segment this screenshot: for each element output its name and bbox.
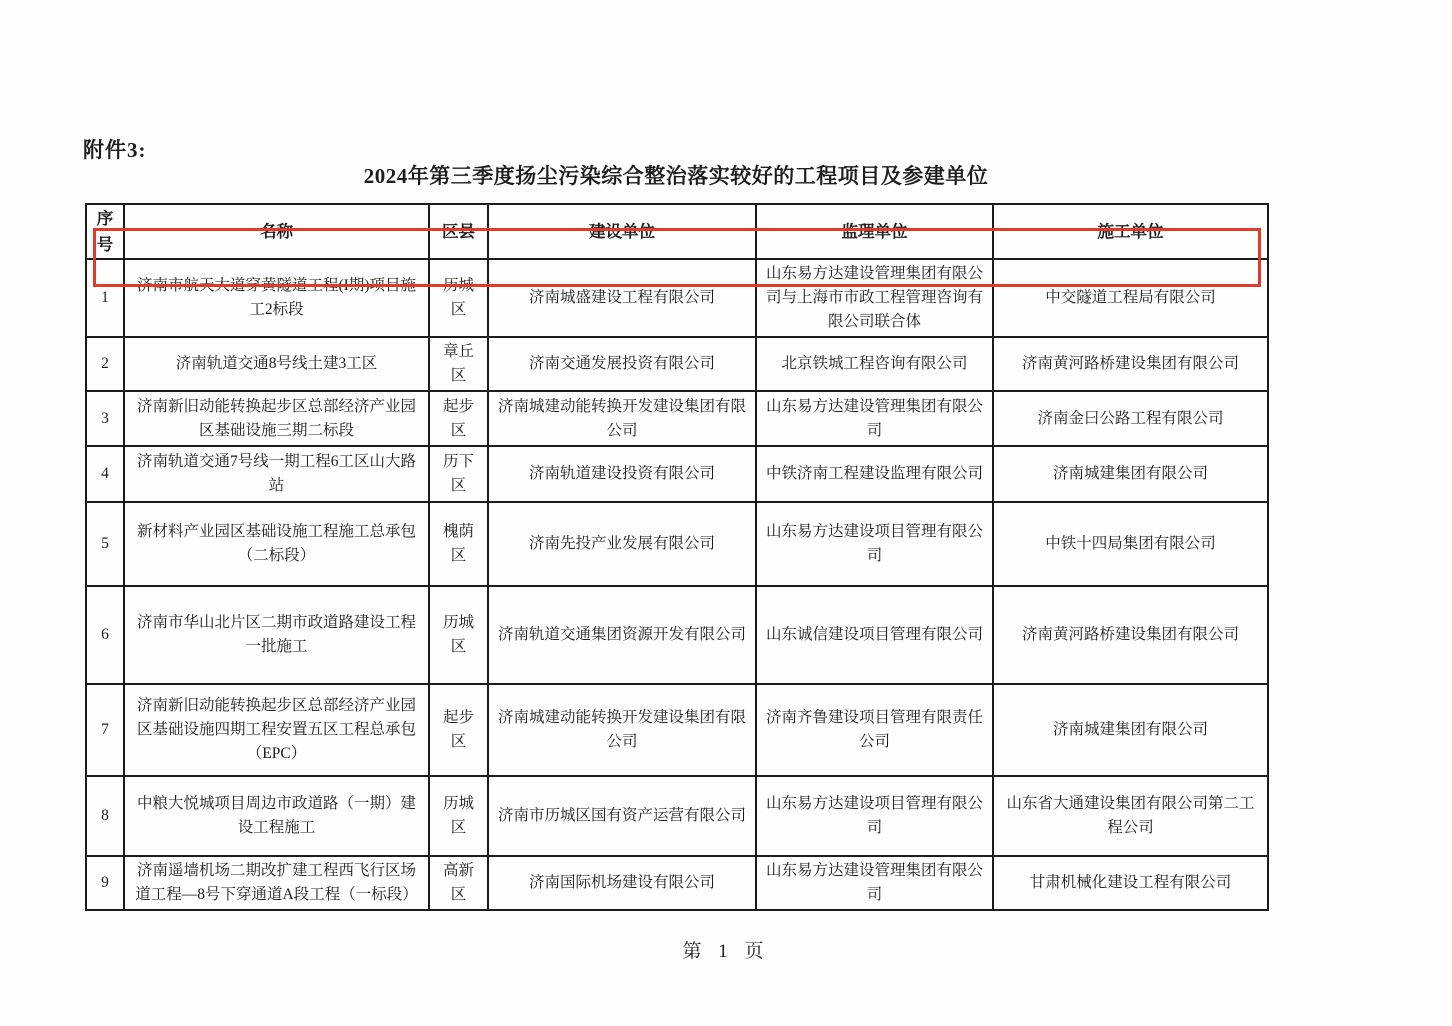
cell-name: 济南新旧动能转换起步区总部经济产业园区基础设施四期工程安置五区工程总承包（EPC） bbox=[124, 684, 429, 776]
cell-supervision-unit: 山东诚信建设项目管理有限公司 bbox=[756, 586, 993, 684]
column-header-builder-unit: 施工单位 bbox=[993, 204, 1268, 259]
cell-supervision-unit: 北京铁城工程咨询有限公司 bbox=[756, 337, 993, 391]
cell-construction-unit: 济南城盛建设工程有限公司 bbox=[488, 259, 756, 337]
table-row bbox=[86, 391, 1268, 446]
cell-name: 济南新旧动能转换起步区总部经济产业园区基础设施三期二标段 bbox=[124, 391, 429, 446]
cell-no: 5 bbox=[86, 502, 124, 586]
cell-builder-unit: 济南金曰公路工程有限公司 bbox=[993, 391, 1268, 446]
cell-supervision-unit: 山东易方达建设项目管理有限公司 bbox=[756, 776, 993, 856]
cell-district: 历城区 bbox=[429, 259, 488, 337]
cell-construction-unit: 济南轨道建设投资有限公司 bbox=[488, 446, 756, 502]
cell-district: 起步区 bbox=[429, 391, 488, 446]
table-row bbox=[86, 684, 1268, 776]
cell-no: 3 bbox=[86, 391, 124, 446]
cell-district: 历城区 bbox=[429, 586, 488, 684]
cell-construction-unit: 济南先投产业发展有限公司 bbox=[488, 502, 756, 586]
cell-no: 2 bbox=[86, 337, 124, 391]
cell-construction-unit: 济南城建动能转换开发建设集团有限公司 bbox=[488, 391, 756, 446]
cell-name: 济南市华山北片区二期市政道路建设工程一批施工 bbox=[124, 586, 429, 684]
column-header-no: 序号 bbox=[86, 204, 124, 259]
cell-construction-unit: 济南轨道交通集团资源开发有限公司 bbox=[488, 586, 756, 684]
page-number: 第 1 页 bbox=[682, 941, 770, 962]
cell-builder-unit: 中交隧道工程局有限公司 bbox=[993, 259, 1268, 337]
table-row bbox=[86, 259, 1268, 337]
table-header-row bbox=[86, 204, 1268, 259]
cell-no: 6 bbox=[86, 586, 124, 684]
document-title: 2024年第三季度扬尘污染综合整治落实较好的工程项目及参建单位 bbox=[363, 164, 989, 188]
cell-supervision-unit: 济南齐鲁建设项目管理有限责任公司 bbox=[756, 684, 993, 776]
table-row bbox=[86, 856, 1268, 910]
cell-name: 济南轨道交通8号线土建3工区 bbox=[124, 337, 429, 391]
table-header bbox=[86, 204, 1268, 259]
cell-builder-unit: 山东省大通建设集团有限公司第二工程公司 bbox=[993, 776, 1268, 856]
table-row bbox=[86, 776, 1268, 856]
cell-name: 新材料产业园区基础设施工程施工总承包（二标段） bbox=[124, 502, 429, 586]
projects-table bbox=[85, 203, 1269, 911]
cell-district: 章丘区 bbox=[429, 337, 488, 391]
table-row bbox=[86, 446, 1268, 502]
cell-no: 1 bbox=[86, 259, 124, 337]
cell-construction-unit: 济南城建动能转换开发建设集团有限公司 bbox=[488, 684, 756, 776]
cell-supervision-unit: 山东易方达建设管理集团有限公司 bbox=[756, 391, 993, 446]
cell-name: 济南遥墙机场二期改扩建工程西飞行区场道工程—8号下穿通道A段工程（一标段） bbox=[124, 856, 429, 910]
column-header-name: 名称 bbox=[124, 204, 429, 259]
cell-no: 4 bbox=[86, 446, 124, 502]
cell-supervision-unit: 山东易方达建设管理集团有限公司 bbox=[756, 856, 993, 910]
cell-builder-unit: 济南城建集团有限公司 bbox=[993, 446, 1268, 502]
cell-no: 9 bbox=[86, 856, 124, 910]
cell-district: 历城区 bbox=[429, 776, 488, 856]
cell-district: 起步区 bbox=[429, 684, 488, 776]
cell-supervision-unit: 山东易方达建设项目管理有限公司 bbox=[756, 502, 993, 586]
table-body bbox=[86, 259, 1268, 910]
cell-builder-unit: 济南城建集团有限公司 bbox=[993, 684, 1268, 776]
cell-no: 8 bbox=[86, 776, 124, 856]
column-header-supervision-unit: 监理单位 bbox=[756, 204, 993, 259]
cell-construction-unit: 济南交通发展投资有限公司 bbox=[488, 337, 756, 391]
cell-construction-unit: 济南市历城区国有资产运营有限公司 bbox=[488, 776, 756, 856]
cell-builder-unit: 济南黄河路桥建设集团有限公司 bbox=[993, 337, 1268, 391]
table-row bbox=[86, 337, 1268, 391]
cell-construction-unit: 济南国际机场建设有限公司 bbox=[488, 856, 756, 910]
cell-name: 中粮大悦城项目周边市政道路（一期）建设工程施工 bbox=[124, 776, 429, 856]
table-row bbox=[86, 502, 1268, 586]
cell-builder-unit: 济南黄河路桥建设集团有限公司 bbox=[993, 586, 1268, 684]
table-row bbox=[86, 586, 1268, 684]
cell-district: 历下区 bbox=[429, 446, 488, 502]
column-header-district: 区县 bbox=[429, 204, 488, 259]
cell-builder-unit: 中铁十四局集团有限公司 bbox=[993, 502, 1268, 586]
cell-district: 高新区 bbox=[429, 856, 488, 910]
cell-supervision-unit: 山东易方达建设管理集团有限公司与上海市市政工程管理咨询有限公司联合体 bbox=[756, 259, 993, 337]
attachment-label: 附件3: bbox=[83, 138, 147, 162]
cell-name: 济南市航天大道穿黄隧道工程(I期)项目施工2标段 bbox=[124, 259, 429, 337]
cell-name: 济南轨道交通7号线一期工程6工区山大路站 bbox=[124, 446, 429, 502]
cell-supervision-unit: 中铁济南工程建设监理有限公司 bbox=[756, 446, 993, 502]
column-header-construction-unit: 建设单位 bbox=[488, 204, 756, 259]
cell-no: 7 bbox=[86, 684, 124, 776]
cell-builder-unit: 甘肃机械化建设工程有限公司 bbox=[993, 856, 1268, 910]
cell-district: 槐荫区 bbox=[429, 502, 488, 586]
